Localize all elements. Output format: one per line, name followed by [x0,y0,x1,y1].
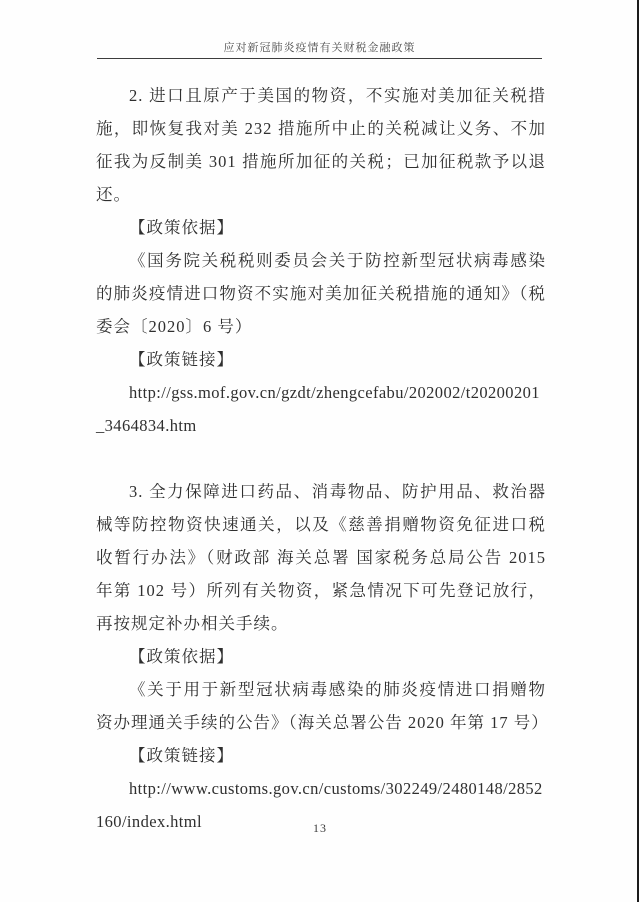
document-body [96,79,549,838]
scan-edge-line [637,0,640,902]
header-rule-divider [97,58,542,59]
page-header-title: 应对新冠肺炎疫情有关财税金融政策 [223,42,416,54]
policy-basis-label-2: 【政策依据】 [129,647,234,666]
policy-basis-citation-2: 《关于用于新型冠状病毒感染的肺炎疫情进口捐赠物资办理通关手续的公告》（海关总署公告 2020 年第 17 号） [96,680,549,732]
policy-basis-label-1: 【政策依据】 [129,218,234,237]
item-2-paragraph: 2. 进口且原产于美国的物资，不实施对美加征关税措施，即恢复我对美 232 措施所中止的关税减让义务、不加征我为反制美 301 措施所加征的关税；已加征税款予以退还。 [96,86,546,204]
policy-link-label-2: 【政策链接】 [129,746,234,765]
page-footer [0,821,640,836]
policy-basis-citation-1: 《国务院关税税则委员会关于防控新型冠状病毒感染的肺炎疫情进口物资不实施对美加征关税措施的通知》（税委会〔2020〕6 号） [96,251,546,336]
policy-link-url-1: http://gss.mof.gov.cn/gzdt/zhengcefabu/202002/t20200201_3464834.htm [96,383,540,435]
section-spacer [96,442,546,475]
policy-link-label-1: 【政策链接】 [129,350,234,369]
page-number: 13 [313,821,327,835]
item-3-paragraph: 3. 全力保障进口药品、消毒物品、防护用品、救治器械等防控物资快速通关，以及《慈善捐赠物资免征进口税收暂行办法》（财政部 海关总署 国家税务总局公告 2015 年第 102 号）所列有关物资，紧急情况下可先登记放行，再按规定补办相关手续。 [96,482,546,633]
policy-link-url-2: http://www.customs.gov.cn/customs/302249/2480148/2852160/index.html [96,779,543,831]
